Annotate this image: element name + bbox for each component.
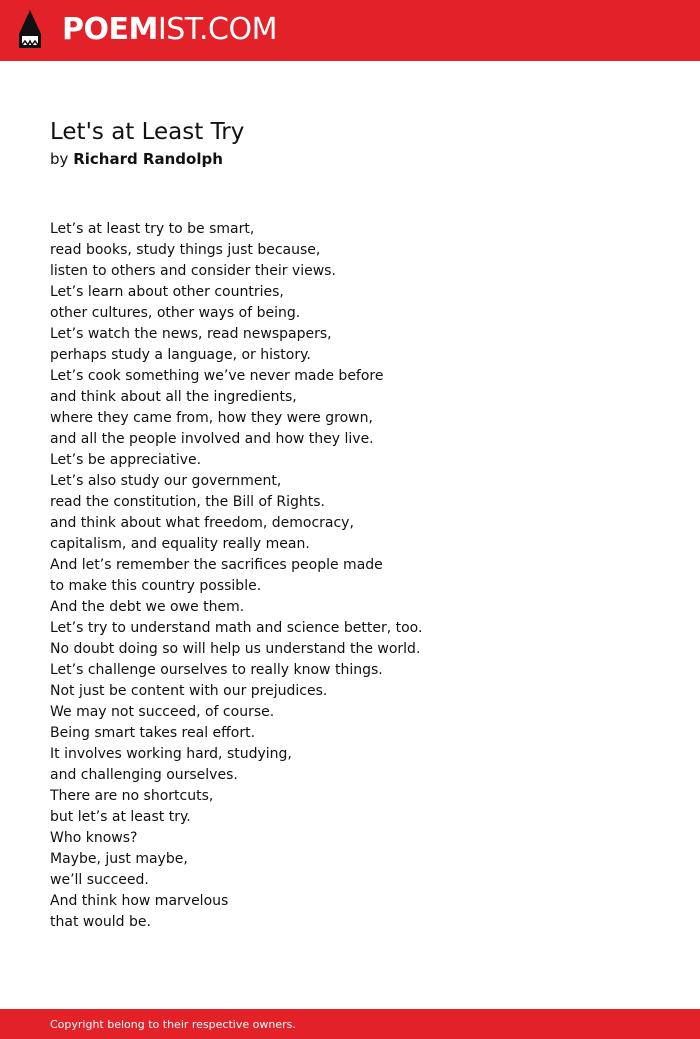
- poem-line: read the constitution, the Bill of Rights.: [50, 494, 325, 510]
- poem-line: perhaps study a language, or history.: [50, 347, 311, 363]
- poem-line: that would be.: [50, 914, 151, 930]
- poem-line: Let’s try to understand math and science better, too.: [50, 620, 423, 636]
- poem-line: listen to others and consider their views.: [50, 263, 336, 279]
- poem-line: No doubt doing so will help us understand the world.: [50, 641, 421, 657]
- poem-line: Let’s challenge ourselves to really know things.: [50, 662, 383, 678]
- poem-line: where they came from, how they were grown,: [50, 410, 373, 426]
- poem-line: Not just be content with our prejudices.: [50, 683, 328, 699]
- poem-line: Let’s watch the news, read newspapers,: [50, 326, 332, 342]
- copyright-text: Copyright belong to their respective owners.: [50, 1018, 296, 1031]
- site-logo[interactable]: [62, 12, 277, 48]
- poem-line: Maybe, just maybe,: [50, 851, 188, 867]
- poem-line: read books, study things just because,: [50, 242, 321, 258]
- logo-bold-part: POEM: [62, 12, 158, 47]
- poem-line: Let’s at least try to be smart,: [50, 221, 255, 237]
- poem-line: Being smart takes real effort.: [50, 725, 256, 741]
- header-bar: [0, 0, 700, 61]
- poem-line: and all the people involved and how they live.: [50, 431, 374, 447]
- poem-line: And the debt we owe them.: [50, 599, 245, 615]
- poem-body: [50, 219, 422, 933]
- poem-line: to make this country possible.: [50, 578, 262, 594]
- poem-line: It involves working hard, studying,: [50, 746, 292, 762]
- poem-line: There are no shortcuts,: [50, 788, 214, 804]
- poem-title: Let's at Least Try: [50, 119, 245, 145]
- footer-bar: [0, 1009, 700, 1039]
- poem-line: Let’s be appreciative.: [50, 452, 202, 468]
- pencil-tip-icon: [19, 10, 41, 50]
- byline: [50, 149, 223, 169]
- poem-line: and challenging ourselves.: [50, 767, 238, 783]
- poem-line: Let’s cook something we’ve never made before: [50, 368, 384, 384]
- author-name: Richard Randolph: [73, 150, 223, 168]
- poem-line: And let’s remember the sacrifices people made: [50, 557, 383, 573]
- poem-line: And think how marvelous: [50, 893, 229, 909]
- poem-line: We may not succeed, of course.: [50, 704, 275, 720]
- poem-line: we’ll succeed.: [50, 872, 149, 888]
- poem-line: Let’s also study our government,: [50, 473, 282, 489]
- poem-line: and think about all the ingredients,: [50, 389, 297, 405]
- poem-line: Who knows?: [50, 830, 138, 846]
- logo-light-part: IST.COM: [157, 12, 277, 47]
- poem-line: other cultures, other ways of being.: [50, 305, 301, 321]
- poem-line: Let’s learn about other countries,: [50, 284, 284, 300]
- poem-line: and think about what freedom, democracy,: [50, 515, 354, 531]
- by-label: by: [50, 150, 69, 168]
- poem-line: but let’s at least try.: [50, 809, 191, 825]
- poem-line: capitalism, and equality really mean.: [50, 536, 310, 552]
